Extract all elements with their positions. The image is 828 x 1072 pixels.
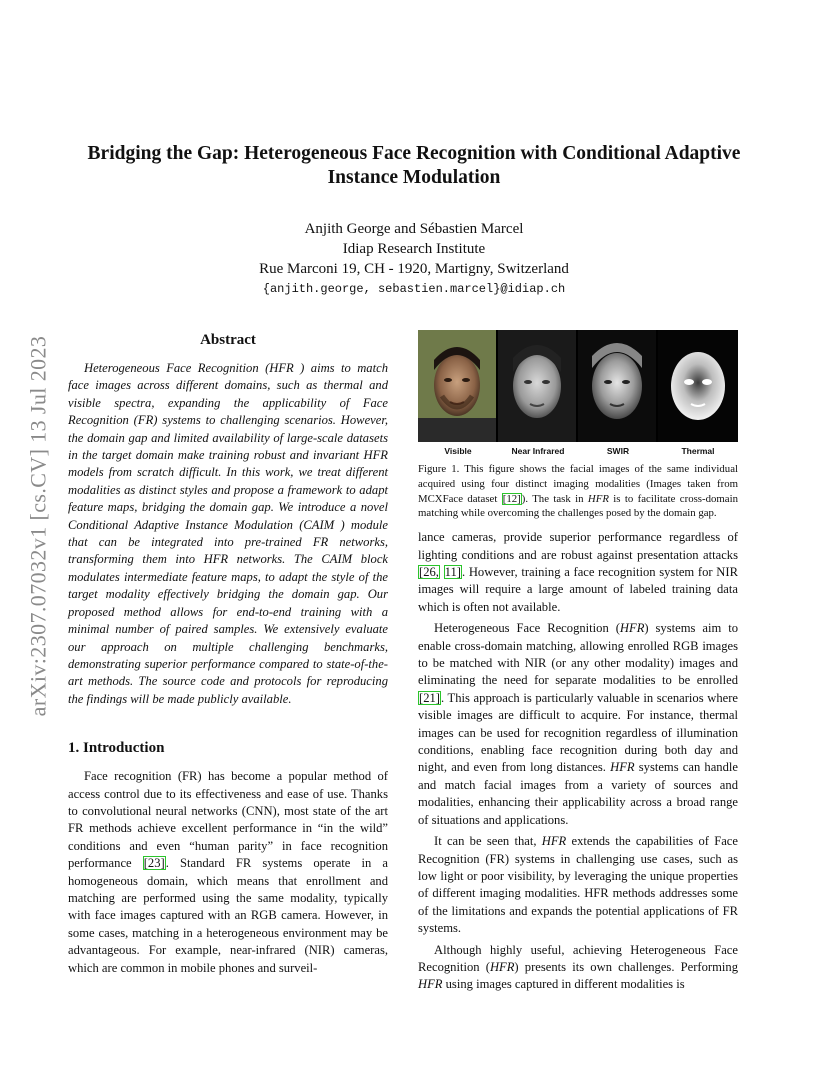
title-line-1: Bridging the Gap: Heterogeneous Face Recognition with Conditional Adaptive [87,143,741,164]
text-run: It can be seen that, [434,834,542,849]
text-run: Figure 1. This figure shows the facial images of the same individual acquired using four distinct imaging modalities (Images taken from MCXFace dataset [418,463,738,505]
text-run: ) systems aim to enable cross-domain matching, allowing enrolled RGB images to be matched with NIR (or any other modality) images and eliminating the need for separate modalities to be enrolled [418,621,738,688]
text-run: HFR [489,959,515,974]
visible-face-image [418,330,496,442]
author-institute: Idiap Research Institute [342,241,486,257]
text-run: . However, training a face recognition system for NIR images will require a large amount of labeled training data which is often not available. [418,565,738,614]
abstract-heading: Abstract [200,332,256,348]
right-paragraph-1 [418,529,738,616]
citation-link[interactable]: [21] [419,690,440,705]
text-run: Heterogeneous Face Recognition ( [434,621,620,636]
text-run: HFR [541,834,567,849]
arxiv-identifier[interactable]: arXiv:2307.07032v1 [cs.CV] 13 Jul 2023 [25,335,50,717]
thermal-face-graphic [658,330,738,442]
text-run: HFR [610,760,635,775]
thermal-face-image [658,330,738,442]
citation-link[interactable]: 11] [444,565,461,579]
label-visible: Visible [444,446,472,456]
label-thermal: Thermal [681,446,715,456]
citation-link[interactable]: [23] [143,856,165,871]
text-run: lance cameras, provide superior performance regardless of lighting conditions and are robust against presentation attacks [418,530,738,562]
label-swir: SWIR [606,446,630,456]
paper-title [70,142,758,190]
author-email: {anjith.george, sebastien.marcel}@idiap.ch [262,282,566,296]
text-run: extends the capabilities of Face Recognition (FR) systems in challenging use cases, such as low light or poor visibility, by leveraging the unique properties of different imaging modalities. HFR methods addresses some of the limitations and expands the potential applications of FR systems. [418,834,738,936]
text-run: HFR [587,492,609,505]
visible-face-graphic [418,330,496,442]
text-run: systems can handle and match facial images from a variety of sources and modalities, enhancing their applicability across a broad range of situations and applications. [418,760,738,827]
intro-paragraph-1 [68,768,388,977]
text-run: . This approach is particularly valuable in scenarios where visible images are difficult to acquire. For instance, thermal images can be used for recognition regardless of illumination conditions, enabling face recognition during both day and night, and even from long distances. [418,690,738,775]
text-run: Although highly useful, achieving Heterogeneous Face Recognition ( [418,942,738,974]
right-paragraph-2 [418,620,738,829]
text-run: ). The task in [521,492,588,505]
text-run: HFR [418,977,443,992]
text-run: Face recognition (FR) has become a popular method of access control due to its effectiveness and ease of use. Thanks to convolutional neural networks (CNN), most state of the art FR methods achieve excellent performance in “in the wild” conditions and even “human parity” in face recognition performance [68,769,388,871]
swir-face-image [578,330,656,442]
title-line-2: Instance Modulation [327,167,501,188]
author-address: Rue Marconi 19, CH - 1920, Martigny, Switzerland [259,261,569,277]
figure-1 [418,330,738,521]
right-column [418,330,738,998]
abstract-text: Heterogeneous Face Recognition (HFR ) aims to match face images across different domains, such as thermal and visible spectra, expanding the applicability of Face Recognition (FR) systems to challenging scenarios. However, the domain gap and limited availability of large-scale datasets in the target domain make training robust and invariant HFR models from scratch difficult. In this work, we treat different modalities as distinct styles and propose a framework to adapt feature maps, bridging the domain gap. We introduce a novel Conditional Adaptive Instance Modulation (CAIM ) module that can be integrated into pre-trained FR networks, transforming them into HFR networks. The CAIM block modulates intermediate feature maps, to adapt the style of the target modality effectively bridging the domain gap. Our proposed method allows for end-to-end training with a minimal number of paired samples. We extensively evaluate our approach on multiple challenging benchmarks, demonstrating superior performance compared to state-of-the-art methods. The source code and protocols for reproducing the findings will be made publicly available. [68,361,388,706]
text-run: ) presents its own challenges. Performing [514,959,739,974]
arxiv-stamp [18,296,58,756]
citation-link[interactable]: [12] [502,492,521,505]
figure-image-strip [418,330,738,442]
label-near-infrared: Near Infrared [511,446,565,456]
author-names: Anjith George and Sébastien Marcel [304,221,524,237]
right-paragraph-4 [418,942,738,994]
right-paragraph-3 [418,833,738,937]
author-block [140,219,688,299]
figure-caption [418,462,738,521]
figure-labels [418,442,738,456]
near-infrared-face-image [498,330,576,442]
near-infrared-face-graphic [498,330,576,442]
swir-face-graphic [578,330,656,442]
citation-link[interactable]: [26, [419,565,439,579]
text-run: HFR [619,621,645,636]
text-run: is to facilitate cross-domain matching while overcoming the challenges posed by the domain gap. [418,492,738,520]
text-run: . Standard FR systems operate in a homogeneous domain, which means that enrollment and matching are performed using the same modality, typically with face images captured with an RGB camera. However, in some cases, matching in a heterogeneous environment may be advantageous. For example, near-infrared (NIR) cameras, which are common in mobile phones and surveil- [68,856,388,975]
introduction-heading: 1. Introduction [68,740,165,757]
text-run: using images captured in different modalities is [442,977,685,992]
left-column [68,330,388,981]
